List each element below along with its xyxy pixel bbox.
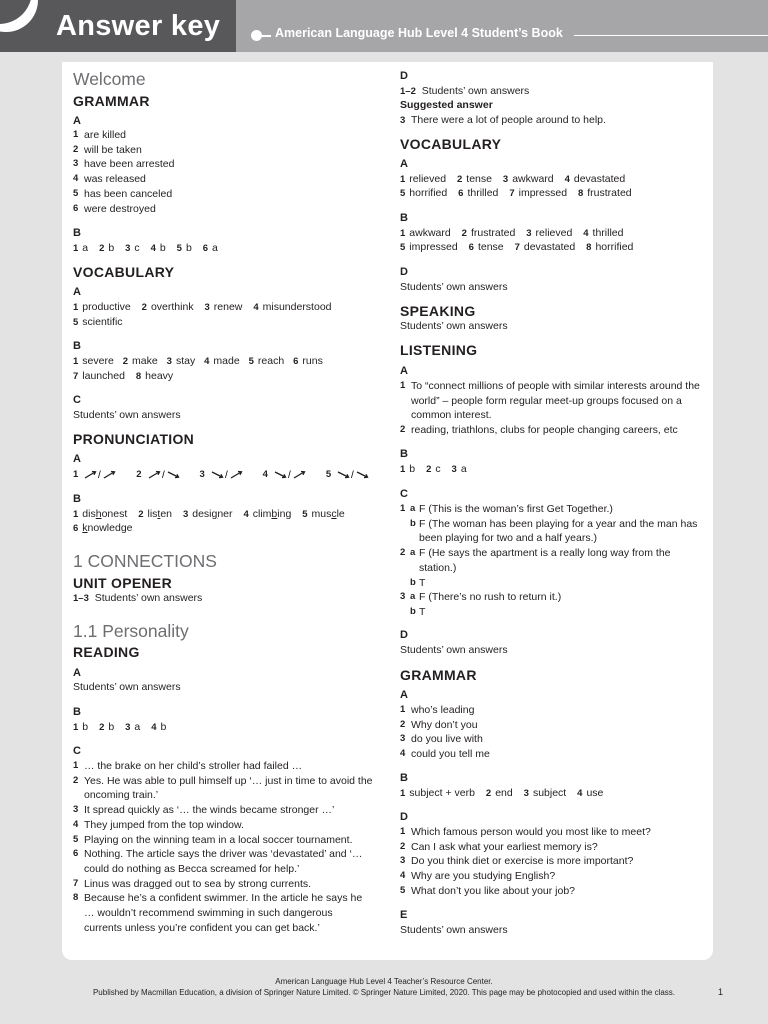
answer-row: 7 launched 8 heavy (73, 370, 174, 382)
answer-list (400, 703, 490, 762)
header-title-panel (0, 0, 236, 52)
heading-listening: LISTENING (400, 342, 478, 358)
suggested-answer-label: Suggested answer (400, 99, 493, 111)
answer-row: 1 relieved 2 tense 3 awkward 4 devastated (400, 173, 626, 185)
list-item: 5 has been canceled (73, 187, 173, 200)
answer-row: 1 subject + verb 2 end 3 subject 4 use (400, 787, 604, 799)
list-item: 7 Linus was dragged out to sea by strong currents. (73, 877, 312, 890)
intonation-fall-fall-icon (336, 468, 372, 480)
list-item: 2 Can I ask what your earliest memory is? (400, 840, 598, 853)
list-item: 3 It spread quickly as ‘… the winds became stronger …’ (73, 804, 335, 817)
answer-row: 1 b 2 c 3 a (400, 463, 467, 475)
book-title: American Language Hub Level 4 Student’s Book (275, 26, 563, 40)
list-item: 1 who’s leading (400, 704, 475, 716)
answer-text: Students’ own answers (400, 281, 508, 293)
exercise-label: A (400, 365, 408, 377)
list-item: 2 will be taken (73, 143, 142, 156)
exercise-label: D (400, 70, 408, 82)
exercise-label: E (400, 909, 408, 921)
answer-list (400, 502, 705, 620)
exercise-label: A (73, 115, 81, 127)
answer-row: 1 dishonest 2 listen 3 designer 4 climbing 5 muscle (73, 508, 345, 520)
list-item: 2 reading, triathlons, clubs for people changing careers, etc (400, 424, 678, 437)
exercise-label: B (73, 706, 81, 718)
list-item: 1 a F (This is the woman’s first Get Together.) (400, 503, 613, 515)
list-item: 4 was released (73, 173, 146, 186)
answer-row: 1 productive 2 overthink 3 renew 4 misunderstood (73, 301, 332, 313)
answer-list (400, 379, 700, 438)
exercise-label: B (400, 448, 408, 460)
answer-list (73, 128, 174, 216)
list-item: 4 Why are you studying English? (400, 870, 556, 883)
exercise-label: D (400, 266, 408, 278)
answer-list (400, 825, 651, 899)
exercise-label: A (400, 158, 408, 170)
section-title-personality: 1.1 Personality (73, 621, 189, 641)
page-title: Answer key (56, 10, 221, 42)
list-item: 5 What don’t you like about your job? (400, 884, 576, 897)
heading-vocabulary: VOCABULARY (73, 264, 175, 280)
list-item: 1 To “connect millions of people with similar interests around the world” – people form regular meet-up groups focused on a common interest. (400, 380, 700, 422)
svg-text:/: / (287, 470, 291, 480)
list-item: b T (410, 605, 426, 618)
answer-text: Students’ own answers (400, 320, 508, 332)
answer-text: Students’ own answers (73, 681, 181, 693)
footer-copyright-line: Published by Macmillan Education, a division of Springer Nature Limited. © Springer Nature Limited, 2020. This page may be photocopied and used within the class. (92, 988, 676, 997)
list-item: 1 are killed (73, 129, 127, 141)
bullet-icon (251, 30, 262, 41)
list-item: 2 a F (He says the apartment is a really long way from the station.) (400, 547, 671, 574)
svg-text:/: / (161, 470, 165, 480)
list-item: 4 They jumped from the top window. (73, 818, 244, 831)
exercise-label: C (73, 745, 81, 757)
intonation-rise-rise-icon (83, 468, 119, 480)
answer-text: Students’ own answers (400, 924, 508, 936)
heading-speaking: SPEAKING (400, 303, 476, 319)
svg-text:/: / (224, 470, 228, 480)
intonation-row: 1 / 2 / 3 / 4 / 5 / (73, 468, 386, 480)
answer-row: 5 horrified 6 thrilled 7 impressed 8 frustrated (400, 187, 632, 199)
list-item: 3 do you live with (400, 733, 483, 746)
intonation-fall-rise-icon (210, 468, 246, 480)
heading-grammar: GRAMMAR (73, 93, 150, 109)
list-item: 3 have been arrested (73, 158, 175, 171)
exercise-label: C (73, 394, 81, 406)
exercise-label: A (73, 667, 81, 679)
list-item: b F (The woman has been playing for a year and the man has been playing for two and a half years.) (410, 517, 698, 545)
heading-reading: READING (73, 644, 140, 660)
list-item: 2 Yes. He was able to pull himself up ‘… just in time to avoid the oncoming train.’ (73, 774, 373, 802)
list-item: 1 … the brake on her child’s stroller had failed … (73, 760, 303, 772)
answer-text: Students’ own answers (73, 409, 181, 421)
page-header (0, 0, 768, 52)
svg-text:/: / (98, 470, 102, 480)
list-item: 2 Why don’t you (400, 718, 478, 731)
heading-grammar: GRAMMAR (400, 667, 477, 683)
header-rule (574, 35, 768, 36)
section-title-connections: 1 CONNECTIONS (73, 551, 217, 571)
heading-unit-opener: UNIT OPENER (73, 575, 172, 591)
answer-row: 1 awkward 2 frustrated 3 relieved 4 thrilled (400, 227, 624, 239)
list-item: 6 Nothing. The article says the driver was ‘devastated’ and ‘… could do nothing as Becca screamed for help.’ (73, 848, 363, 875)
answer-text: 1–3 Students’ own answers (73, 592, 203, 604)
answer-row: 1 b 2 b 3 a 4 b (73, 721, 167, 733)
exercise-label: D (400, 811, 408, 823)
footer-resource-line: American Language Hub Level 4 Teacher’s Resource Center. (275, 977, 493, 986)
section-title-welcome: Welcome (73, 69, 146, 89)
exercise-label: B (73, 340, 81, 352)
answer-row: 6 knowledge (73, 522, 133, 534)
exercise-label: A (73, 453, 81, 465)
answer-row: 5 impressed 6 tense 7 devastated 8 horrified (400, 241, 634, 253)
answer-list (73, 759, 373, 935)
answer-row: 5 scientific (73, 316, 123, 328)
heading-pronunciation: PRONUNCIATION (73, 431, 195, 447)
answer-text: 1–2 Students’ own answers (400, 85, 530, 97)
exercise-label: B (73, 493, 81, 505)
svg-text:/: / (351, 470, 354, 480)
exercise-label: B (400, 212, 408, 224)
heading-vocabulary: VOCABULARY (400, 136, 502, 152)
answer-row: 1 a 2 b 3 c 4 b 5 b 6 a (73, 242, 218, 254)
intonation-rise-fall-icon (147, 468, 183, 480)
answer-text: 3 There were a lot of people around to help. (400, 114, 606, 126)
list-item: b T (410, 576, 426, 589)
intonation-fall-rise-icon (273, 468, 309, 480)
exercise-label: B (73, 227, 81, 239)
exercise-label: C (400, 488, 408, 500)
answer-row: 1 severe 2 make 3 stay 4 made 5 reach 6 runs (73, 355, 323, 367)
list-item: 5 Playing on the winning team in a local soccer tournament. (73, 833, 353, 846)
list-item: 1 Which famous person would you most like to meet? (400, 826, 651, 838)
list-item: 4 could you tell me (400, 748, 490, 761)
exercise-label: A (73, 286, 81, 298)
exercise-label: A (400, 689, 408, 701)
page-number: 1 (718, 987, 724, 997)
list-item: 6 were destroyed (73, 202, 156, 215)
answer-card (62, 62, 713, 960)
list-item: 3 Do you think diet or exercise is more important? (400, 855, 634, 868)
list-item: 3 a F (There’s no rush to return it.) (400, 591, 562, 604)
exercise-label: D (400, 629, 408, 641)
exercise-label: B (400, 772, 408, 784)
list-item: 8 Because he’s a confident swimmer. In the article he says he … wouldn’t recommend swimming in such dangerous currents unless you’re confident you can get back.’ (73, 892, 363, 934)
answer-text: Students’ own answers (400, 644, 508, 656)
